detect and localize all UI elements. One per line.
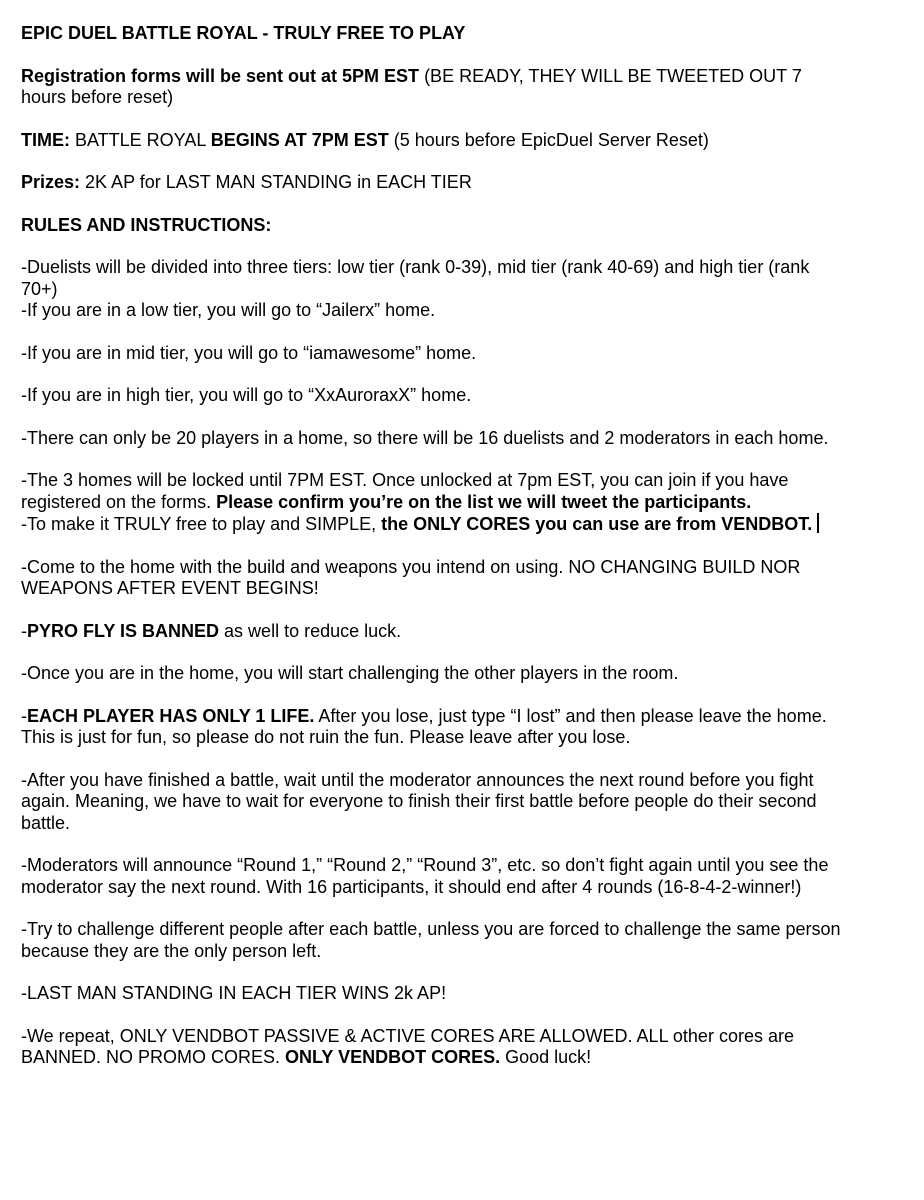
rule-build: -Come to the home with the build and weapons you intend on using. NO CHANGING BUILD NOR WEAPONS AFTER EVENT BEGINS!: [21, 556, 801, 598]
rule-locked-text: -The 3 homes will be locked until 7PM EST. Once unlocked at 7pm EST, you can join if you have registered on the forms.: [21, 470, 789, 512]
rule-life-bold: EACH PLAYER HAS ONLY 1 LIFE.: [27, 705, 315, 726]
rule-locked-bold: Please confirm you’re on the list we will tweet the participants.: [216, 491, 752, 512]
rule-mid-tier: -If you are in mid tier, you will go to “iamawesome” home.: [21, 342, 477, 363]
document-title: [21, 23, 841, 45]
rule-locked: [21, 470, 841, 513]
rule-repeat-text: -We repeat, ONLY VENDBOT PASSIVE & ACTIVE CORES ARE ALLOWED. ALL other cores are BANNED. NO PROMO CORES.: [21, 1025, 794, 1067]
rule-one-life: [21, 706, 841, 749]
prizes-text: 2K AP for LAST MAN STANDING in EACH TIER: [80, 172, 472, 192]
rule-high-tier: -If you are in high tier, you will go to “XxAuroraxX” home.: [21, 385, 472, 405]
document-body: [21, 23, 841, 1090]
rule-repeat-bold: ONLY VENDBOT CORES.: [285, 1047, 501, 1067]
rule-life-dash: -: [21, 705, 27, 726]
rule-challenge: -Once you are in the home, you will start challenging the other players in the room.: [21, 663, 679, 683]
rule-pyro-bold: PYRO FLY IS BANNED: [27, 620, 220, 641]
rule-low-tier: -If you are in a low tier, you will go to “Jailerx” home.: [21, 300, 436, 320]
time-mid: BATTLE ROYAL: [70, 129, 211, 150]
rule-repeat-end: Good luck!: [500, 1047, 592, 1067]
rules-heading-text: RULES AND INSTRUCTIONS:: [21, 214, 272, 235]
rule-pyro: [21, 621, 841, 643]
rule-life-text: After you lose, just type “I lost” and then please leave the home. This is just for fun, so please do not ruin the fun. Please leave after you lose.: [21, 705, 827, 747]
rule-pyro-text: as well to reduce luck.: [219, 620, 402, 641]
rule-free-to-play: [21, 513, 841, 536]
rule-winner: -LAST MAN STANDING IN EACH TIER WINS 2k AP!: [21, 983, 447, 1003]
time-paragraph: [21, 130, 841, 152]
title-text: EPIC DUEL BATTLE ROYAL - TRULY FREE TO PLAY: [21, 23, 466, 43]
rule-wait: -After you have finished a battle, wait until the moderator announces the next round before you fight again. Meaning, we have to wait for everyone to finish their first battle before people do their second battle.: [21, 769, 817, 833]
prizes-paragraph: [21, 172, 841, 194]
time-bold: BEGINS AT 7PM EST: [210, 129, 389, 150]
rule-repeat: [21, 1026, 841, 1069]
registration-rest: (BE READY, THEY WILL BE TWEETED OUT 7 hours before reset): [21, 65, 802, 107]
rule-free-text: -To make it TRULY free to play and SIMPLE,: [21, 514, 382, 534]
rule-tiers: -Duelists will be divided into three tiers: low tier (rank 0-39), mid tier (rank 40-69) and high tier (rank 70+): [21, 257, 810, 299]
rule-pyro-dash: -: [21, 620, 27, 641]
rule-free-bold: the ONLY CORES you can use are from VENDBOT.: [381, 514, 813, 534]
time-label: TIME:: [21, 129, 70, 150]
registration-bold: Registration forms will be sent out at 5PM EST: [21, 65, 420, 86]
registration-paragraph: [21, 66, 841, 109]
rule-capacity: -There can only be 20 players in a home, so there will be 16 duelists and 2 moderators in each home.: [21, 427, 829, 448]
rule-different: -Try to challenge different people after each battle, unless you are forced to challenge the same person because they are the only person left.: [21, 919, 841, 961]
time-rest: (5 hours before EpicDuel Server Reset): [388, 129, 709, 150]
rules-heading: [21, 215, 841, 237]
prizes-label: Prizes:: [21, 172, 81, 192]
rule-rounds: -Moderators will announce “Round 1,” “Round 2,” “Round 3”, etc. so don’t fight again until you see the moderator say the next round. With 16 participants, it should end after 4 rounds (16-8-4-2-winner!): [21, 855, 829, 897]
text-cursor: [817, 513, 819, 533]
